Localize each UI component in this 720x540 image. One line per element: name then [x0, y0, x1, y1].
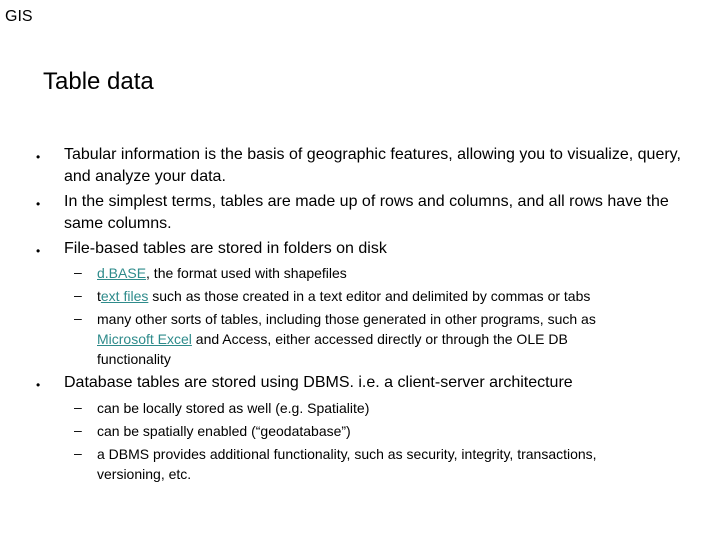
subitem-other-tables	[97, 309, 697, 369]
slide-title: Table data	[43, 68, 154, 95]
excel-link[interactable]: Microsoft Excel	[97, 331, 192, 347]
other-tables-line2-text: and Access, either accessed directly or through the OLE DB	[191, 331, 568, 347]
subitem-dbms	[97, 444, 707, 484]
subitem-text-files	[97, 286, 697, 306]
bullet-marker: •	[36, 197, 41, 211]
other-tables-line3: functionality	[97, 351, 171, 367]
dash-marker: –	[74, 445, 82, 461]
other-tables-line1: many other sorts of tables, including those generated in other programs, such as	[97, 311, 596, 327]
text-files-text: such as those created in a text editor and delimited by commas or tabs	[148, 288, 591, 304]
subitem-spatial: can be spatially enabled (“geodatabase”)	[97, 423, 351, 439]
dbms-line2: versioning, etc.	[97, 466, 192, 482]
dbase-link[interactable]: d.BASE	[97, 265, 147, 281]
bullet-marker: •	[36, 150, 41, 164]
dash-marker: –	[74, 287, 82, 303]
dbase-text: , the format used with shapefiles	[146, 265, 347, 281]
dash-marker: –	[74, 399, 82, 415]
subitem-local: can be locally stored as well (e.g. Spatialite)	[97, 400, 370, 416]
dash-marker: –	[74, 310, 82, 326]
bullet-item: Database tables are stored using DBMS. i.e. a client-server architecture	[64, 374, 573, 391]
dbms-line1: a DBMS provides additional functionality, such as security, integrity, transactions,	[97, 446, 597, 462]
bullet-item: Tabular information is the basis of geographic features, allowing you to visualize, query, and analyze your data.	[64, 146, 681, 185]
subitem-dbase	[97, 263, 697, 283]
corner-label: GIS	[5, 8, 33, 25]
dash-marker: –	[74, 422, 82, 438]
bullet-item: In the simplest terms, tables are made up of rows and columns, and all rows have the same columns.	[64, 193, 669, 232]
other-tables-line2	[97, 329, 697, 349]
bullet-item: File-based tables are stored in folders on disk	[64, 240, 387, 257]
bullet-marker: •	[36, 378, 41, 392]
text-files-link[interactable]: ext files	[100, 288, 149, 304]
text-files-prefix: t	[97, 288, 101, 304]
dash-marker: –	[74, 264, 82, 280]
bullet-marker: •	[36, 244, 41, 258]
